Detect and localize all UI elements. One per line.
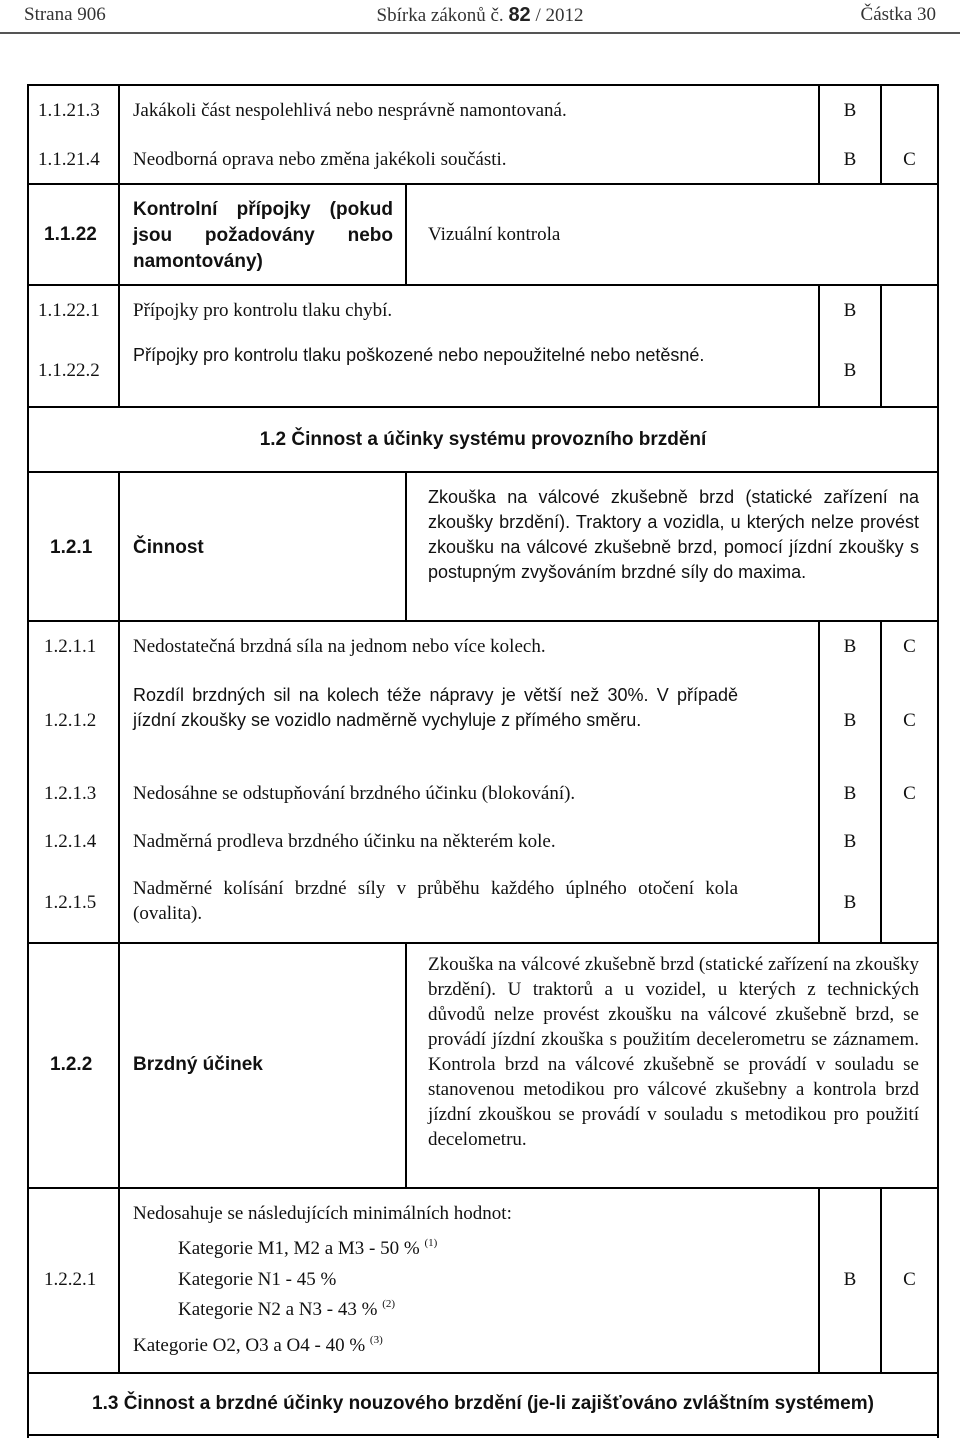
- row-number: 1.2.1.4: [44, 831, 97, 852]
- rating-b: B: [843, 892, 857, 913]
- rating-c: C: [903, 1269, 916, 1290]
- rating-b: B: [843, 360, 857, 381]
- footnote-ref: (2): [382, 1298, 396, 1310]
- row-border: [27, 284, 939, 286]
- item-title: Činnost: [133, 537, 204, 558]
- law-number: 82: [508, 4, 531, 26]
- defect-text: Nadměrné kolísání brzdné síly v průběhu každého úplného otočení kola (ovalita).: [133, 878, 738, 924]
- footnote-ref: (1): [424, 1237, 438, 1249]
- rating-b: B: [843, 1269, 857, 1290]
- item-number: 1.2.1: [50, 537, 93, 558]
- row-number: 1.1.21.4: [38, 149, 100, 170]
- col-border: [118, 84, 120, 406]
- defect-text: Přípojky pro kontrolu tlaku poškozené nebo nepoužitelné nebo netěsné.: [133, 345, 705, 365]
- page-number: Strana 906: [24, 4, 106, 25]
- row-number: 1.2.1.2: [44, 710, 97, 731]
- collection-prefix: Sbírka zákonů č.: [376, 5, 504, 26]
- row-border: [27, 1434, 939, 1436]
- col-border: [880, 284, 882, 406]
- row-number: 1.2.1.5: [44, 892, 97, 913]
- row-border: [27, 942, 939, 944]
- defect-text: Přípojky pro kontrolu tlaku chybí.: [133, 300, 393, 321]
- footnote-ref: (3): [369, 1334, 383, 1346]
- rating-c: C: [903, 783, 916, 804]
- defect-text: Nedosáhne se odstupňování brzdného účinku (blokování).: [133, 783, 576, 804]
- row-border: [27, 183, 939, 185]
- section-heading: 1.2 Činnost a účinky systému provozního brzdění: [259, 429, 707, 450]
- rating-c: C: [903, 149, 916, 170]
- row-number: 1.2.2.1: [44, 1269, 97, 1290]
- row-number: 1.2.1.3: [44, 783, 97, 804]
- row-border: [27, 1372, 939, 1374]
- rating-b: B: [843, 831, 857, 852]
- row-number: 1.1.22.2: [38, 360, 100, 381]
- row-border: [27, 471, 939, 473]
- item-title: Brzdný účinek: [133, 1054, 263, 1075]
- item-title: Kontrolní přípojky (pokud jsou požadovány nebo namontovány): [133, 199, 393, 272]
- inspection-method: Zkouška na válcové zkušebně brzd (statické zařízení na zkoušky brzdění). U traktorů a u vozidel, u kterých z technických důvodů nelze provést zkoušku na válcové zkušebně brzd, se provádí jízdní zkouška s použitím decelerometru se záznamem. Kontrola brzd na válcové zkušebně se provádí v souladu se stanovenou metodikou pro válcové zkušebny a kontrola brzd jízdní zkouškou se provádí v souladu s metodikou pro použití decelometru.: [428, 954, 919, 1150]
- defect-text: Rozdíl brzdných sil na kolech téže nápravy je větší než 30%. V případě jízdní zkoušky se vozidlo nadměrně vychyluje z přímého směru.: [133, 685, 738, 730]
- col-border: [118, 471, 120, 1372]
- category-o-text: Kategorie O2, O3 a O4 - 40 %: [133, 1335, 366, 1356]
- row-border: [27, 620, 939, 622]
- category-n2-text: Kategorie N2 a N3 - 43 %: [178, 1299, 378, 1320]
- row-number: 1.1.21.3: [38, 100, 100, 121]
- section-heading: 1.3 Činnost a brzdné účinky nouzového brzdění (je-li zajišťováno zvláštním systémem): [92, 1393, 874, 1414]
- rating-b: B: [843, 636, 857, 657]
- row-number: 1.1.22.1: [38, 300, 100, 321]
- rating-c: C: [903, 710, 916, 731]
- rating-b: B: [843, 149, 857, 170]
- table-border-right: [937, 84, 939, 1438]
- rating-b: B: [843, 710, 857, 731]
- rating-b: B: [843, 300, 857, 321]
- defect-text: Jakákoli část nespolehlivá nebo nesprávně namontovaná.: [133, 100, 567, 121]
- part-number: Částka 30: [860, 4, 936, 25]
- table-border-left: [27, 84, 29, 1438]
- rating-b: B: [843, 100, 857, 121]
- item-number: 1.2.2: [50, 1054, 93, 1075]
- row-number: 1.2.1.1: [44, 636, 97, 657]
- defect-text: Nedostatečná brzdná síla na jednom nebo více kolech.: [133, 636, 546, 657]
- category-o-limit: [133, 1333, 383, 1358]
- category-m-limit: [178, 1236, 437, 1261]
- col-border: [405, 942, 407, 1187]
- defect-text: Neodborná oprava nebo změna jakékoli součásti.: [133, 149, 507, 170]
- row-border: [27, 406, 939, 408]
- inspection-method: Vizuální kontrola: [428, 224, 561, 245]
- category-m-text: Kategorie M1, M2 a M3 - 50 %: [178, 1238, 420, 1259]
- row-border: [27, 1187, 939, 1189]
- law-year: / 2012: [535, 5, 584, 26]
- rating-b: B: [843, 783, 857, 804]
- requirement-intro: Nedosahuje se následujících minimálních hodnot:: [133, 1203, 512, 1224]
- col-border: [405, 471, 407, 620]
- inspection-method: Zkouška na válcové zkušebně brzd (statické zařízení na zkoušky brzdění). Traktory a vozidla, u kterých nelze provést zkoušku na válcové zkušebně brzd, pomocí jízdní zkoušky s postupným zvyšováním brzdné síly do maxima.: [428, 487, 919, 582]
- col-border: [405, 183, 407, 284]
- defect-text: Nadměrná prodleva brzdného účinku na některém kole.: [133, 831, 556, 852]
- item-number: 1.1.22: [44, 224, 97, 245]
- row-border: [27, 84, 939, 86]
- rating-c: C: [903, 636, 916, 657]
- category-n2-limit: [178, 1297, 395, 1322]
- category-n1-limit: Kategorie N1 - 45 %: [178, 1269, 337, 1290]
